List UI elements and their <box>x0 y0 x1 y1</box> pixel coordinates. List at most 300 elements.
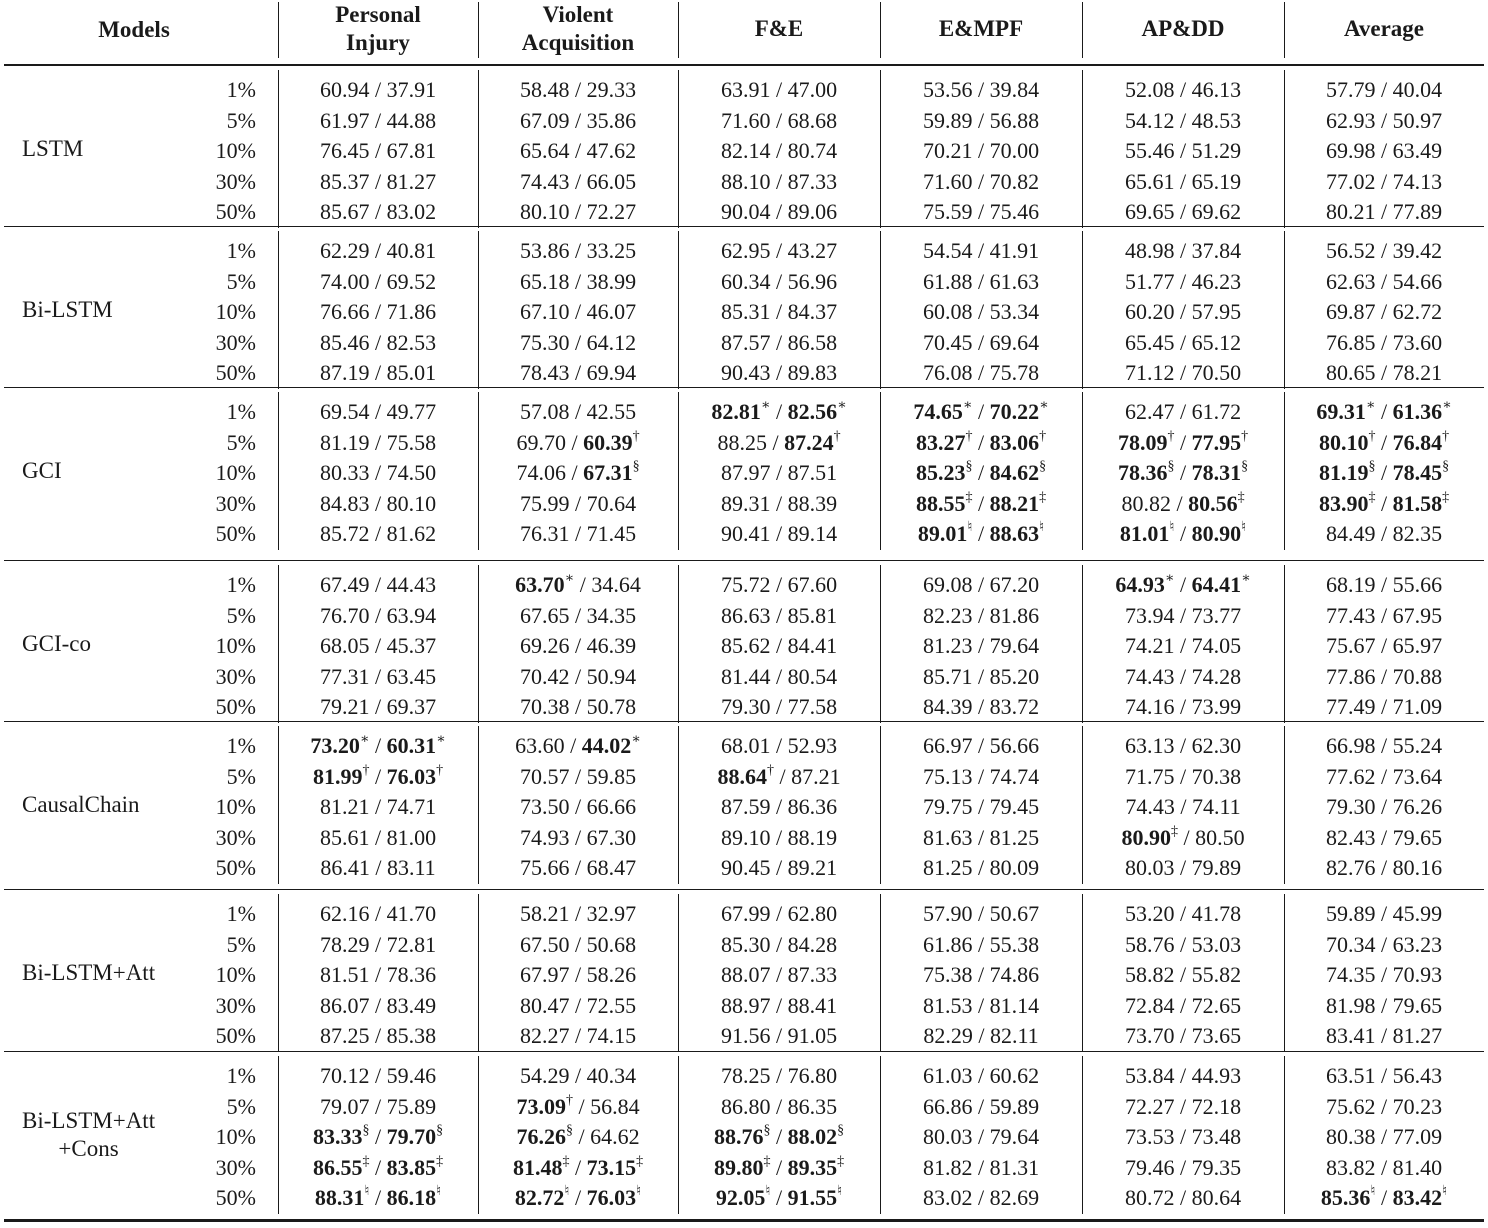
cell-value <box>310 733 369 758</box>
value-separator: / <box>972 664 990 689</box>
value-text: 40.34 <box>586 1063 637 1088</box>
cell-value <box>990 1063 1040 1088</box>
value-text: 85.31 <box>720 299 771 324</box>
cell-value <box>990 932 1040 957</box>
table-cell <box>678 1093 880 1121</box>
cell-value <box>990 993 1040 1018</box>
significance-marker: ‡ <box>636 1153 644 1169</box>
table-cell <box>880 763 1082 791</box>
significance-marker: ‡ <box>362 1153 370 1169</box>
cell-value <box>1192 1094 1242 1119</box>
cell-value <box>721 269 771 294</box>
percent-label: 50% <box>215 360 256 385</box>
table-cell <box>880 168 1082 196</box>
value-text: 53.34 <box>989 299 1040 324</box>
value-text: 68.01 <box>720 733 771 758</box>
value-text: 88.55 <box>915 491 966 516</box>
cell-value <box>320 491 370 516</box>
value-separator: / <box>1174 1063 1192 1088</box>
table-cell <box>678 1022 880 1050</box>
cell-value <box>788 521 838 546</box>
cell-value <box>916 430 973 455</box>
value-separator: / <box>1174 572 1192 597</box>
value-text: 61.88 <box>922 269 973 294</box>
table-cell <box>1082 571 1284 599</box>
value-separator: / <box>369 962 387 987</box>
table-cell <box>1082 76 1284 104</box>
table-cell <box>278 398 478 426</box>
value-text: 69.65 <box>1124 199 1175 224</box>
cell-value <box>721 1063 771 1088</box>
table-cell <box>880 854 1082 882</box>
value-separator: / <box>1375 932 1393 957</box>
value-text: 73.65 <box>1191 1023 1242 1048</box>
value-separator: / <box>369 694 387 719</box>
table-cell <box>478 693 678 721</box>
cell-value <box>788 633 838 658</box>
value-text: 81.51 <box>319 962 370 987</box>
value-text: 78.29 <box>319 932 370 957</box>
value-text: 86.07 <box>319 993 370 1018</box>
value-text: 89.31 <box>720 491 771 516</box>
cell-value <box>587 932 637 957</box>
significance-marker: ∗ <box>962 397 973 413</box>
cell-value <box>587 521 637 546</box>
value-text: 75.58 <box>386 430 437 455</box>
value-text: 67.31 <box>583 460 633 485</box>
table-cell <box>478 107 678 135</box>
value-text: 75.67 <box>1325 633 1376 658</box>
table-cell <box>1284 107 1484 135</box>
table-row <box>4 520 1484 548</box>
value-text: 80.90 <box>1121 825 1171 850</box>
table-cell <box>1082 198 1284 226</box>
value-text: 76.08 <box>922 360 973 385</box>
value-separator: / <box>770 199 788 224</box>
cell-value <box>320 238 370 263</box>
table-cell <box>278 520 478 548</box>
cell-value <box>1393 572 1443 597</box>
value-text: 90.45 <box>720 855 771 880</box>
cell-value <box>1192 962 1242 987</box>
table-cell <box>278 632 478 660</box>
table-cell <box>478 1062 678 1090</box>
value-text: 56.43 <box>1392 1063 1443 1088</box>
value-text: 62.47 <box>1124 399 1175 424</box>
cell-value <box>990 764 1040 789</box>
value-separator: / <box>972 764 990 789</box>
value-separator: / <box>565 430 584 455</box>
value-text: 69.54 <box>319 399 370 424</box>
table-cell <box>678 763 880 791</box>
value-text: 82.56 <box>787 399 838 424</box>
value-text: 32.97 <box>586 901 637 926</box>
value-text: 65.61 <box>1124 169 1175 194</box>
value-separator: / <box>972 77 990 102</box>
value-text: 50.68 <box>586 932 637 957</box>
cell-value <box>990 694 1040 719</box>
value-separator: / <box>773 764 792 789</box>
value-text: 81.44 <box>720 664 771 689</box>
value-text: 72.27 <box>586 199 637 224</box>
cell-value <box>587 199 637 224</box>
cell-value <box>721 962 771 987</box>
cell-value <box>1125 901 1175 926</box>
column-divider <box>478 392 479 550</box>
table-cell <box>880 1123 1082 1151</box>
cell-value <box>721 572 771 597</box>
value-text: 78.25 <box>720 1063 771 1088</box>
cell-value <box>587 1185 642 1210</box>
header-fe: F&E <box>754 16 804 41</box>
cell-value <box>923 1094 973 1119</box>
value-separator: / <box>369 108 387 133</box>
cell-value <box>387 430 437 455</box>
cell-value <box>515 1185 570 1210</box>
cell-value <box>520 491 570 516</box>
value-text: 62.95 <box>720 238 771 263</box>
value-text: 38.99 <box>586 269 637 294</box>
value-separator: / <box>572 1094 591 1119</box>
cell-value <box>1125 855 1175 880</box>
table-cell <box>278 329 478 357</box>
value-separator: / <box>972 299 990 324</box>
value-text: 44.93 <box>1191 1063 1242 1088</box>
value-separator: / <box>369 901 387 926</box>
cell-value <box>1192 521 1247 546</box>
cell-value <box>320 825 370 850</box>
value-text: 57.08 <box>519 399 570 424</box>
model-group <box>4 571 1484 721</box>
table-cell <box>1284 793 1484 821</box>
cell-value <box>520 399 570 424</box>
header-models: Models <box>98 17 170 42</box>
value-text: 81.58 <box>1392 491 1443 516</box>
value-text: 81.00 <box>386 825 437 850</box>
table-cell <box>880 429 1082 457</box>
significance-marker: ♮ <box>1039 519 1045 535</box>
value-text: 70.23 <box>1392 1094 1443 1119</box>
value-separator: / <box>972 199 990 224</box>
value-text: 61.03 <box>922 1063 973 1088</box>
table-cell <box>678 732 880 760</box>
cell-value <box>387 199 437 224</box>
value-separator: / <box>1174 664 1192 689</box>
cell-value <box>320 138 370 163</box>
significance-marker: ‡ <box>763 1153 771 1169</box>
cell-value <box>923 360 973 385</box>
value-text: 42.55 <box>586 399 637 424</box>
table-cell <box>678 520 880 548</box>
model-group <box>4 237 1484 387</box>
value-separator: / <box>369 269 387 294</box>
cell-value <box>387 572 437 597</box>
value-separator: / <box>1375 199 1393 224</box>
cell-value <box>990 1185 1040 1210</box>
table-row <box>4 329 1484 357</box>
table-row <box>4 237 1484 265</box>
cell-value <box>1326 360 1376 385</box>
column-divider <box>278 392 279 550</box>
cell-value <box>583 430 640 455</box>
value-text: 37.91 <box>386 77 437 102</box>
table-cell <box>1284 1184 1484 1212</box>
table-cell <box>1284 268 1484 296</box>
significance-marker: § <box>1039 458 1047 474</box>
significance-marker: † <box>1167 428 1175 444</box>
cell-value <box>923 664 973 689</box>
cell-value <box>1326 694 1376 719</box>
cell-value <box>923 330 973 355</box>
percent-label: 30% <box>215 993 256 1018</box>
table-cell <box>678 107 880 135</box>
value-text: 69.37 <box>386 694 437 719</box>
cell-value <box>1326 962 1376 987</box>
table-cell <box>880 732 1082 760</box>
value-text: 74.05 <box>1191 633 1242 658</box>
cell-value <box>320 460 370 485</box>
cell-value <box>1192 794 1241 819</box>
cell-value <box>721 360 771 385</box>
table-cell <box>278 961 478 989</box>
percent-label: 30% <box>215 825 256 850</box>
percent-label: 30% <box>215 1155 256 1180</box>
value-text: 50.78 <box>586 694 637 719</box>
table-cell <box>478 1184 678 1212</box>
value-separator: / <box>569 825 587 850</box>
value-text: 60.20 <box>1124 299 1175 324</box>
column-divider <box>678 1056 679 1214</box>
cell-value <box>1393 77 1443 102</box>
percent-label: 10% <box>215 633 256 658</box>
cell-value <box>320 962 370 987</box>
value-text: 87.19 <box>319 360 370 385</box>
value-text: 56.52 <box>1325 238 1376 263</box>
value-text: 74.43 <box>519 169 570 194</box>
value-text: 83.49 <box>386 993 437 1018</box>
cell-value <box>591 572 641 597</box>
cell-value <box>1393 794 1443 819</box>
table-cell <box>678 961 880 989</box>
table-cell <box>1082 854 1284 882</box>
value-separator: / <box>569 1155 587 1180</box>
table-cell <box>478 571 678 599</box>
cell-value <box>587 764 637 789</box>
significance-marker: ♮ <box>436 1183 442 1199</box>
value-text: 54.66 <box>1392 269 1443 294</box>
table-row <box>4 1062 1484 1090</box>
cell-value <box>587 855 637 880</box>
value-separator: / <box>569 491 587 516</box>
cell-value <box>1192 633 1242 658</box>
value-text: 81.53 <box>922 993 973 1018</box>
value-separator: / <box>1174 1023 1192 1048</box>
cell-value <box>788 1124 845 1149</box>
cell-value <box>587 664 637 689</box>
table-cell <box>880 359 1082 387</box>
value-text: 85.61 <box>319 825 370 850</box>
value-text: 79.46 <box>1124 1155 1175 1180</box>
value-separator: / <box>569 901 587 926</box>
cell-value <box>520 77 570 102</box>
cell-value <box>990 1023 1039 1048</box>
cell-value <box>923 694 973 719</box>
table-cell <box>678 329 880 357</box>
value-text: 53.03 <box>1191 932 1242 957</box>
percent-label: 10% <box>215 299 256 324</box>
cell-value <box>990 330 1040 355</box>
table-row <box>4 1184 1484 1212</box>
table-cell <box>278 107 478 135</box>
cell-value <box>387 794 437 819</box>
table-cell <box>478 76 678 104</box>
value-separator: / <box>369 855 387 880</box>
percent-label: 10% <box>215 138 256 163</box>
model-group <box>4 1062 1484 1212</box>
value-text: 60.94 <box>319 77 370 102</box>
value-text: 80.03 <box>922 1124 973 1149</box>
value-text: 74.16 <box>1124 694 1175 719</box>
table-cell <box>1082 1022 1284 1050</box>
value-text: 47.00 <box>787 77 838 102</box>
table-cell <box>1082 1062 1284 1090</box>
value-separator: / <box>972 962 990 987</box>
value-text: 82.29 <box>923 1023 973 1048</box>
significance-marker: ‡ <box>1368 489 1376 505</box>
significance-marker: ∗ <box>760 397 771 413</box>
value-text: 73.53 <box>1124 1124 1175 1149</box>
value-text: 45.99 <box>1392 901 1443 926</box>
cell-value <box>1319 460 1376 485</box>
value-text: 60.31 <box>386 733 437 758</box>
table-cell <box>678 571 880 599</box>
cell-value <box>387 491 437 516</box>
cell-value <box>1125 77 1175 102</box>
table-cell <box>1284 732 1484 760</box>
value-separator: / <box>369 360 387 385</box>
value-text: 73.77 <box>1191 603 1242 628</box>
value-text: 75.72 <box>720 572 771 597</box>
table-cell <box>880 632 1082 660</box>
value-separator: / <box>1174 733 1192 758</box>
cell-value <box>990 430 1047 455</box>
column-divider <box>1082 392 1083 550</box>
cell-value <box>1192 238 1242 263</box>
value-separator: / <box>972 603 990 628</box>
value-text: 71.86 <box>386 299 437 324</box>
value-separator: / <box>770 633 788 658</box>
value-text: 76.70 <box>319 603 370 628</box>
cell-value <box>587 1063 637 1088</box>
cell-value <box>387 521 437 546</box>
value-text: 64.41 <box>1191 572 1242 597</box>
table-row <box>4 107 1484 135</box>
value-text: 75.66 <box>519 855 570 880</box>
value-text: 80.82 <box>1121 491 1171 516</box>
value-text: 77.89 <box>1392 199 1443 224</box>
cell-value <box>1192 399 1242 424</box>
value-text: 54.12 <box>1124 108 1175 133</box>
value-text: 46.23 <box>1191 269 1242 294</box>
value-text: 71.12 <box>1124 360 1175 385</box>
table-cell <box>1284 931 1484 959</box>
model-name: Bi-LSTM+Att +Cons <box>22 1108 156 1161</box>
cell-value <box>721 901 771 926</box>
value-text: 65.12 <box>1191 330 1242 355</box>
significance-marker: § <box>1167 458 1175 474</box>
value-text: 85.20 <box>989 664 1040 689</box>
table-cell <box>678 793 880 821</box>
value-separator: / <box>569 694 587 719</box>
value-text: 88.02 <box>787 1124 838 1149</box>
value-text: 80.90 <box>1191 521 1242 546</box>
value-text: 75.89 <box>386 1094 437 1119</box>
table-cell <box>1284 1093 1484 1121</box>
table-cell <box>278 763 478 791</box>
table-cell <box>278 429 478 457</box>
table-cell <box>278 900 478 928</box>
table-cell <box>880 298 1082 326</box>
column-divider <box>1284 392 1285 550</box>
cell-value <box>1125 1063 1175 1088</box>
value-text: 74.11 <box>1191 794 1241 819</box>
value-text: 66.66 <box>586 794 637 819</box>
table-cell <box>478 398 678 426</box>
value-text: 85.38 <box>386 1023 437 1048</box>
table-cell <box>678 824 880 852</box>
value-text: 75.99 <box>519 491 570 516</box>
value-separator: / <box>1375 138 1393 163</box>
value-text: 83.90 <box>1318 491 1369 516</box>
value-text: 89.10 <box>720 825 771 850</box>
cell-value <box>387 169 437 194</box>
value-text: 72.27 <box>1124 1094 1175 1119</box>
value-separator: / <box>770 1185 788 1210</box>
table-cell <box>278 1062 478 1090</box>
value-text: 70.42 <box>519 664 570 689</box>
value-text: 67.60 <box>787 572 838 597</box>
cell-value <box>923 633 973 658</box>
significance-marker: ‡ <box>1237 489 1245 505</box>
value-separator: / <box>972 238 990 263</box>
cell-value <box>721 299 771 324</box>
value-separator: / <box>972 360 990 385</box>
percent-label: 5% <box>226 1094 256 1119</box>
value-text: 84.49 <box>1325 521 1376 546</box>
value-text: 83.27 <box>915 430 966 455</box>
value-separator: / <box>1375 993 1393 1018</box>
table-cell <box>1284 459 1484 487</box>
value-text: 81.62 <box>386 521 437 546</box>
cell-value <box>990 299 1040 324</box>
cell-value <box>590 1094 640 1119</box>
value-separator: / <box>369 491 387 516</box>
value-text: 89.83 <box>787 360 838 385</box>
value-text: 68.19 <box>1325 572 1376 597</box>
cell-value <box>721 77 771 102</box>
table-cell <box>678 268 880 296</box>
percent-label: 5% <box>226 932 256 957</box>
cell-value <box>1192 733 1242 758</box>
value-text: 70.82 <box>989 169 1040 194</box>
value-separator: / <box>369 664 387 689</box>
column-divider <box>880 894 881 1052</box>
value-separator: / <box>770 138 788 163</box>
cell-value <box>990 1124 1040 1149</box>
value-separator: / <box>1375 108 1393 133</box>
value-text: 67.50 <box>519 932 570 957</box>
cell-value <box>1326 521 1376 546</box>
